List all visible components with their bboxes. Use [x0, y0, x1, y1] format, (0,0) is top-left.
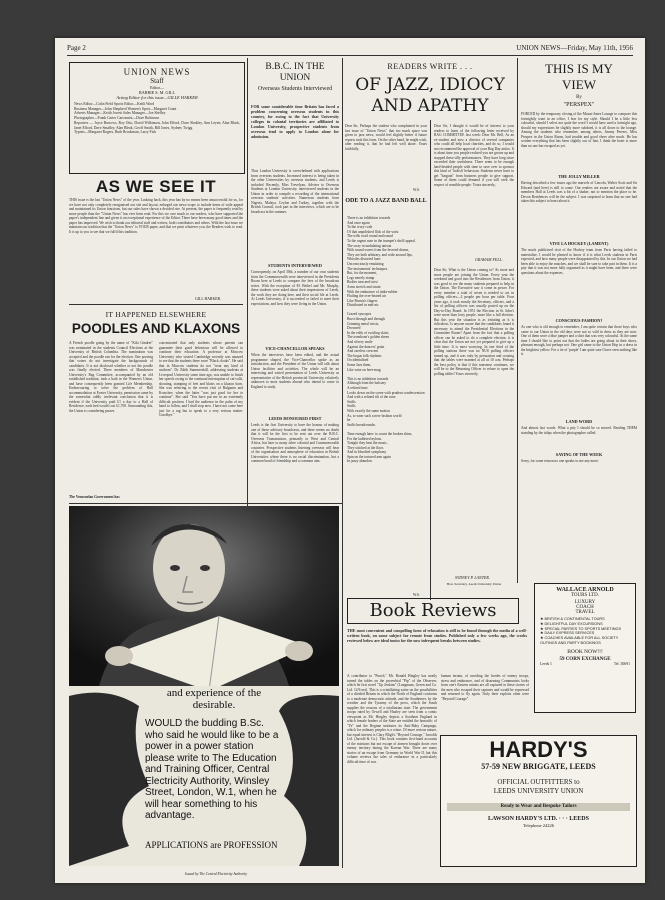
- hardys-tel: Telephone 24226: [522, 823, 555, 828]
- staff-title: UNION NEWS: [123, 67, 191, 77]
- wallace-book: BOOK NOW!!!: [567, 648, 603, 655]
- ode-verse: There is no inhibition towards And once again To the ivory code Of that unpolished flick of the wrist The trills swirl round and round To the urgent note in the trumpet's shrill appeal. The sway in undulating unison With sound waves from the fevered drums, They are both arbitrary, and wide around lips, Whistles distorted hues Unconsciously emulating The instruments' techniques. But, for the moment, Legs merely stamp Bodies turn and twist Arms stretch and strain With the endurance of india-rubber Flailing the over-heated air Like Bosnia's fingers Distributed in mid-air. Crazed syncopes Burst through and through Grinning metal twists, Drowned In the eddy of swirling skirts. The trombone's golden sheen And silvery smile Against the dancers' grain And careless crescent The bogus folk rhythms Occidentalised Some Jazz them, Like wine on beer-mug. This is no inhibition towards Although from the balcony A refined tune Looks down on the scene with prudent condescension And with a refined tilt of the nose Sniffs. Sniffs With exactly the same motion As, to wear such a new-fashion world he Sniffs breadcrumbs. Time enough later: to count the broken shins, For the laddered nylons. Tonight they beat the music, They stitched at the floor. And in bloodied symphony Spin on the tortured arm again In jazzy abandon.: [347, 216, 425, 464]
- readers-title-line1: OF JAZZ, IDIOCY: [355, 75, 505, 95]
- hardys-ready: Ready to Wear and Bespoke Tailors: [447, 803, 630, 811]
- photo-caption-line2: desirable.: [192, 699, 236, 711]
- view-by: By: [576, 95, 582, 100]
- staff-acting-editor: Acting Editor for this issue—GILLE HARKER: [116, 95, 198, 100]
- hardys-line2: LEEDS UNIVERSITY UNION: [493, 787, 584, 795]
- bbc-lead: FOR some considerable time Britain has faced a problem concerning overseas students in this country, for owing to the fact that University colleges in colonial territories are affiliated to London University, prospective students from overseas tend to apply to London alone for admission.: [251, 104, 339, 139]
- wallace-item: ★ SPECIAL PARTIES TO SPORTS MEETINGS: [540, 626, 621, 631]
- book-reviews-lead: THE most convenient and compelling form of relaxation is still to be found through the media of a well-written book, on some subject far remote from studies. Published only a few weeks ago, the works reviewed below are ideal tonics for the now infrequent breaks between studies.: [347, 628, 527, 643]
- view-sub-fashion: CONSCIOUS FASHION?: [555, 318, 603, 323]
- letter-rag-sign: GRAHAM FELL.: [475, 257, 503, 262]
- letter-jazz: Dear Sir, Perhaps the student who complained in your last issue of "Union News" that too much space was given to jazz news, would feel slightly better if future reports took this form. On the other hand, he might wish, after reading it, that he had left well alone. Yours faithfully,: [345, 124, 427, 151]
- bbc-body2: Consequently, on April 30th, a number of our own students from the Commonwealth were interviewed in the Presidents Room here at Leeds to compare the fees of the broadcast series. With the exception of M. Bethel and Mr. Murphy, these students were asked about their impressions of Leeds, the work they are doing here, and their social life at Leeds. At Leeds University, if it succeeded or failed to meet their expectations, and how they were living in the Union.: [251, 270, 339, 306]
- view-title-line1: THIS IS MY: [545, 61, 613, 76]
- bbc-subtitle: Overseas Students Interviewed: [257, 86, 333, 92]
- view-body4: And almost last words. What a pity I should be so moved. Reading THEM standing by the tulips when the photographer called.: [521, 426, 637, 435]
- bbc-body3: When the interviews have been edited, and the actual programme shaped, the Vice-Chancellor spoke as an introduction, and the President of the Union will talk about Union facilities and activities. The whole will be an interesting and varied presentation of Leeds University as representative of the British provincial University, relatively unknown to most students abroad who intend to come to England to study.: [251, 353, 339, 389]
- bbc-title: B.B.C. IN THE UNION: [265, 62, 325, 83]
- view-author: "PERSPEX": [563, 102, 595, 108]
- wallace-line4: COACH: [576, 605, 594, 610]
- letter-jazz-sign: W.S.: [413, 188, 420, 192]
- letter-union-sign: SYDNEY P. LANTER.: [455, 575, 490, 580]
- book-reviews-body: A contributor to "Punch," Mr. Ronald Hingley has neatly turned the tables on the proverbial "Pip" of the Observer, which he first novel "Up Jenkins" (Longmans, Green and Co. Ltd. 12/6 net). This is a scintillating satire on the possibilities of a divided Britain in which the North of England conforms to a moderate democratic attitude, and the Southerner, by the weather and the Tyranny of the press, which the South supplies the reasons of a totalitarian state. The government troops rated by Orwell and Huxley are seen from a comic viewpoint as Mr. Hingley depicts a Southern England in which female leaders of the State are entitled the honorific of "Ye" and the Regime institutes its Anti-Baby Campaign, which for ordinary peoples is a crime. Of more serious nature, but equal interest is Clary Bligh's "Beyond Courage," Jarrolds Ltd. (Jarrold & Co.). This book contains first-hand accounts of the missions but not escape of airmen brought down over enemy territory during the Korean War. There are many stories of an escape from Germany in World War II, but this volume reviews the tales of endurance in a particularly difficult time of war.: [347, 674, 437, 764]
- wallace-address: 59 CORN EXCHANGE: [559, 656, 611, 662]
- elsewhere-col2: concentrated that only students whose parents can guarantee their good behaviour will be allowed to continue their education. A professor at Moscow University who visited Cambridge recently was amazed to see that the students there wore "Black cloaks". He said that in Moscow students do not "wear any kind of uniform". Dr. Edith Summerskill, addressing students at Liverpool University some time ago, was unable to finish her speech owing to the continual interruption of cat-calls, shouting, stamping of feet and blasts on a klaxon horn. She was referring to the recent visit of Bulganin and Kruschev, when the latter "was just good for her to continue". She said "You have put me in an extremely difficult position. I had the audience in the palm of my hand to follow, and I shall stop now. I have not come here just for a rag but to speak to a very serious matter. Goodbye.": [159, 341, 243, 417]
- hardys-name: HARDY'S: [489, 737, 588, 762]
- view-sub-land: LAND WORD: [565, 419, 593, 424]
- wallace-line3: LUXURY: [574, 600, 596, 605]
- view-sub-saying: SAYING OF THE WEEK: [555, 452, 603, 457]
- staff-line: Business Manager—John Shepherd Women's Sport—Margaret Grant: [74, 106, 177, 111]
- staff-line: Reporters — Joyce Burrows, Roy Otto, David Wilkinson, John Elford, Dave Shakley, Ann Leyen, Alan Black, Janet Elford, Dave Smalley, Alan Bleak, Geoff Smith, Bill Jones, Sydney Twigg: [74, 120, 240, 130]
- view-sub-hockey: VIVE LA HOCKEY (LAMENT): [549, 241, 609, 246]
- staff-line: Adverts Manager—Keith Jowett Sales Manager—Joe Shelley: [74, 111, 166, 116]
- bbc-subhead-interviewed: STUDENTS INTERVIEWED: [268, 263, 322, 268]
- view-body5: Sorry, for some reason no one speaks to me any more.: [521, 459, 599, 463]
- wallace-line1: WALLACE ARNOLD: [556, 587, 614, 593]
- page-number: Page 2: [67, 44, 86, 52]
- electricity-ad-text: WOULD the budding B.Sc. who said he would like to be a power in a power station please write to The Education and Training Officer, Central Electricity Authority, Winsley Street, London, W.1, when he will hear something to his advantage.: [145, 718, 279, 821]
- staff-subtitle: Staff: [150, 77, 164, 85]
- staff-line: Photographer—Frank Carter Cartoonist—Dave Robinson: [74, 116, 160, 121]
- wallace-line2: TOURS LTD.: [570, 593, 600, 598]
- hardys-ad: [440, 735, 637, 867]
- wallace-arnold-ad: [534, 583, 636, 713]
- newspaper-page: [55, 38, 645, 883]
- staff-line: News Editor—Colin Field Sports Editor—Keith Ward: [74, 102, 155, 106]
- bbc-body: Thus London University is overwhelmed with applications from overseas students. Increased interest is being taken in the other Universities by overseas students, and Leeds is included. Recently, Miss Trevelyan, Adviser to Overseas Students at London University, interviewed students in the Union in order to compile a recording of the international overseas students' activities. Numerous students from Nigeria, Malaya, Ceylon and Turkey, together with the British Council, took part in the interviews, which are to be broadcast in the summer.: [251, 169, 339, 214]
- readers-kicker: READERS WRITE . . .: [387, 62, 473, 71]
- readers-title-line2: AND APATHY: [371, 96, 489, 116]
- bbc-body4: Leeds is the first University to have the honour of making one of these advisory broadcasts, and there seems no doubt that it will be the first to be sent out over the B.B.C. Overseas Transmission, primarily to West and Central Africa, but later to many other colonial and Commonwealth countries. Prospective students listening overseas will hear of the organisation and atmosphere of education in British Universities where there is no racial discrimination, but a common bond of friendship and a common aim.: [251, 423, 339, 463]
- editorial-title: AS WE SEE IT: [95, 177, 217, 196]
- elsewhere-col1-end: The Venezuelan Government has: [69, 495, 120, 499]
- electricity-credit: Issued by The Central Electricity Authority: [185, 872, 247, 876]
- book-reviews-title: Book Reviews: [347, 598, 519, 624]
- view-body2: The much publicised visit of the Hockey team from Paris having failed to materialise, I would be pleased to know if it is what Leeds students in Paris expected, and how many people were disappointed by this. In our Union we had been able to enjoy the matches, and we shall be sure to take part in them. It is a pity that it was not more fully organised as it might have been, and there were questions about the expenses.: [521, 248, 637, 275]
- view-body: FORCED by the temporary closing of the Mouat-Jones Lounge to compose this fortnightly want in an office, I fear for my style. Should I be a little less colourful, should I select not quite the word I would have used a fortnight ago, should my expressions be slightly more subdued, it is all down to the lounge. Among the students who remember, among others, Jimmy Perrers, Miss Perspex in the Union Room, had trouble and good cheer after much. He has written everything that has been slightly out of line, I think the heart is more than no one has escaped as yet.: [521, 112, 637, 148]
- ode-title: ODE TO A JAZZ BAND BALL: [345, 198, 427, 204]
- view-body1: Having described a few issues ago the marvels of Lincoln, Walter Scott and Sir Edward (and here) is still to come. Our readers are aware and noted that the members Hall at Leeds was a bit of a shaker, not to mention the place to be. Devon Residences will be the subject. I was surprised to learn that no one had taken this subject to heart about it.: [521, 181, 637, 203]
- wallace-item: ★ DELIGHTFUL DAY EXCURSIONS: [540, 621, 603, 626]
- view-body3: As one who is old enough to remember, I am quite certain that those boys who came to our Union in the old days were not so wild in dress as they are now. One of them wore a blue jumper and a shirt that was very colourful. At the same time I should like to point out that the ladies are going about in their shoes, pleasant enough, but perhaps not. One girl came to the Union Hop in a dress in the brightest yellow. For a tie of 'purple' I am quite sure I have seen nothing like it.: [521, 325, 637, 356]
- view-sub-miller: THE JOLLY MILLER: [558, 174, 600, 179]
- view-title-line2: VIEW: [562, 77, 596, 92]
- letter-rag: Dear Sir, I thought it would be of interest to your readers to learn of the following letter received by RAG COMMITTEE last week: Dear Mr. Bell, As an ex-student and now a director of several companies who could all help local charities, and do so, I would not recommend the approval of your Rag Day antics. It is about time you people realised you are grown up and stopped these silly performances. They have long since exceeded their usefulness. There seem to be enough hard-headed people with time to save over to sponsor this kind of 'foolish' behaviour. Students never have to get "bargain" from business people to give support. Some of them could demand if you will seek the respect of sensible people. Yours sincerely,: [434, 124, 514, 187]
- hardys-line1: OFFICIAL OUTFITTERS to: [497, 778, 580, 786]
- hardys-address: 57-59 NEW BRIGGATE, LEEDS: [481, 762, 596, 771]
- elsewhere-title: POODLES AND KLAXONS: [71, 321, 241, 336]
- masthead-line: UNION NEWS—Friday, May 11th, 1956: [516, 44, 633, 52]
- wallace-item: ★ COACHES AVAILABLE FOR ALL SOCIETY OUTINGS AND PARTY BOOKINGS: [540, 636, 619, 645]
- wallace-tel: Tel. 30691: [613, 661, 630, 666]
- wallace-item: ★ BRITISH & CONTINENTAL TOURS: [540, 617, 605, 621]
- letter-union: Dear Sir, What is the Union coming to? As more and more people are joining the Union. Every year the weekend and good into the Residences from Union, it was good to see the many students prepared to help in the Union. The Executive saw it come in power. For every member a total of seven is needed to act in polling officers—2 people per hour per table. Four years ago, it took mostly the Secretary, officers, and a list of polling officers was usually posted up on the Day-to-Day Board. In 1951 the Election in St. John's were more than forty people, more like a full election. But this year the situation is as irritating as it is ridiculous. Is anyone aware that the candidates found it necessary to attend the Presidential Elections in the Committee Room? Apart from the fact that a polling officer can be asked to do a complete election, it is clear that the Union are not yet prepared to give up a little time. It is most worrying. In one third of the polling stations there was no NUS polling officers turned up, and it was only by persuasion and coaxing that the tables were manned at all at 10 a.m. Perhaps the best policy is that if this nonsense continues, we will be to the Returning Officer to refuse to open the polling tables! Yours sincerely,: [434, 268, 514, 376]
- elsewhere-col1: A French poodle going by the name of "Kiki Gindrer" was nominated in the students Council Elections at the University of British Columbia. The nomination was accepted and the poodle ran for the election. One proving that voters do not investigate the backgrounds of candidates. It is not disclosed whether or not the poodle was finally elected. Three members of Manchester University's Rag Committee, accompanied by an old established tradition, took a bath in the Women's Union, and have consequently been granted Life Membership. Endeavouring to solve the problem of Hall accommodation at Exeter University, permission came by the somewhat oddly irrelevant conclusion that it is evident if the University paid £1 a day to a Hall of Residence, each bed would cost £1,700. Surrounding this, the Union is considering passes.: [69, 341, 153, 413]
- staff-editor-label: Editor—: [150, 85, 164, 90]
- book-reviews-body-right: human terrain, of avoiding the hordes of enemy troops, stress and endurance, and of disarming Communists looks from one's Eastern unions are all captured in these stories of the men who escaped their captures and would be expressed and returned to fly again. Truly their exploits often were "Beyond Courage".: [441, 674, 529, 701]
- photo-ad: [69, 506, 339, 866]
- letter-union-sign-title: Hon. Secretary, Leeds University Union: [446, 582, 502, 586]
- staff-line: Typists—Margaret Rogers, Ruth Brookman, Larry Fisk: [74, 130, 156, 135]
- bbc-subhead-leeds: LEEDS HONOURED FIRST: [268, 416, 322, 421]
- bbc-subhead-vc: VICE-CHANCELLOR SPEAKS: [265, 346, 325, 351]
- photo-caption-line1: and experience of the: [166, 687, 262, 699]
- ode-sign: W.S.: [413, 593, 420, 597]
- editorial-sign: GILL HARKER.: [195, 297, 222, 301]
- wallace-item: ★ DAILY EXPRESS SERVICES: [540, 631, 595, 636]
- staff-editor: BARRIE S. M. GILL: [138, 90, 176, 95]
- hardys-firm: LAWSON HARDY'S LTD. · · · LEEDS: [488, 816, 589, 822]
- wallace-line5: TRAVEL: [575, 610, 595, 615]
- wallace-city: Leeds 1: [540, 661, 552, 666]
- staff-box: [69, 62, 245, 174]
- editorial-body: THIS issue is the last "Union News" of the year. Looking back, this year has by no means been unsuccessful for us, for we have not only completely reorganised our site and layout, enlarged our news-scope to include items of wide appeal and maintained its Union functions, but our sales have shown a decided rise. At present, the paper is frequently read by more people than the "Union News" has ever been read. For this we owe much to our readers, who have supported the paper's independent line and given it an exceptional experience of the Editor. There have been many good times and the paper has improved. We wish to thank our editorial staff and writers, both contributors and others. With the last issue we maintain our tradition that the "Union News" is YOUR paper, and that we print whatever you, the Readers wish to read. It is up to you to see that we fulfil this tradition.: [69, 198, 243, 234]
- elsewhere-kicker: IT HAPPENED ELSEWHERE: [105, 310, 207, 319]
- electricity-ad-bottom: APPLICATIONS are PROFESSION: [145, 840, 278, 850]
